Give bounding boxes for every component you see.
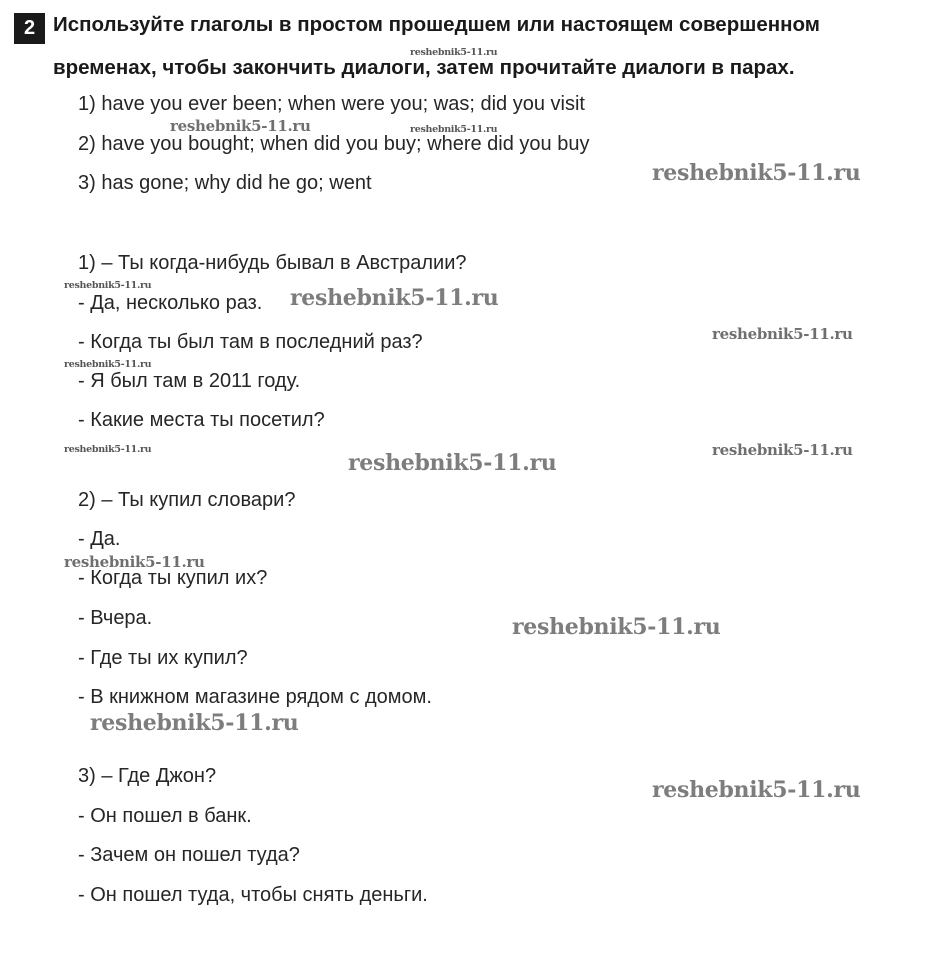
dialogue-line: 3) – Где Джон? [78,765,217,787]
watermark: reshebnik5-11.ru [64,359,152,370]
answer-line: 3) has gone; why did he go; went [78,172,372,194]
dialogue-line: - Он пошел туда, чтобы снять деньги. [78,884,428,906]
watermark: reshebnik5-11.ru [410,124,498,135]
watermark: reshebnik5-11.ru [348,450,557,476]
answer-line: 2) have you bought; when did you buy; where did you buy [78,133,590,155]
dialogue-line: - Когда ты купил их? [78,567,268,589]
watermark: reshebnik5-11.ru [64,553,205,571]
watermark: reshebnik5-11.ru [712,441,853,459]
watermark: reshebnik5-11.ru [410,47,498,58]
dialogue-line: - Да. [78,528,121,550]
dialogue-line: - Я был там в 2011 году. [78,370,301,392]
dialogue-line: - Какие места ты посетил? [78,409,325,431]
watermark: reshebnik5-11.ru [712,325,853,343]
dialogue-line: 2) – Ты купил словари? [78,489,296,511]
watermark: reshebnik5-11.ru [64,280,152,291]
watermark: reshebnik5-11.ru [290,285,499,311]
watermark: reshebnik5-11.ru [90,710,299,736]
task-number-badge: 2 [14,13,45,44]
watermark: reshebnik5-11.ru [652,777,861,803]
watermark: reshebnik5-11.ru [512,614,721,640]
watermark: reshebnik5-11.ru [64,444,152,455]
instruction-line-2: временах, чтобы закончить диалоги, затем прочитайте диалоги в парах. [53,56,795,79]
dialogue-line: 1) – Ты когда-нибудь бывал в Австралии? [78,252,467,274]
dialogue-line: - Вчера. [78,607,153,629]
dialogue-line: - В книжном магазине рядом с домом. [78,686,432,708]
watermark: reshebnik5-11.ru [652,160,861,186]
dialogue-line: - Он пошел в банк. [78,805,252,827]
dialogue-line: - Где ты их купил? [78,647,248,669]
answer-line: 1) have you ever been; when were you; was; did you visit [78,93,585,115]
dialogue-line: - Когда ты был там в последний раз? [78,331,423,353]
instruction-line-1: Используйте глаголы в простом прошедшем или настоящем совершенном [53,13,820,36]
dialogue-line: - Зачем он пошел туда? [78,844,300,866]
dialogue-line: - Да, несколько раз. [78,292,263,314]
watermark: reshebnik5-11.ru [170,117,311,135]
